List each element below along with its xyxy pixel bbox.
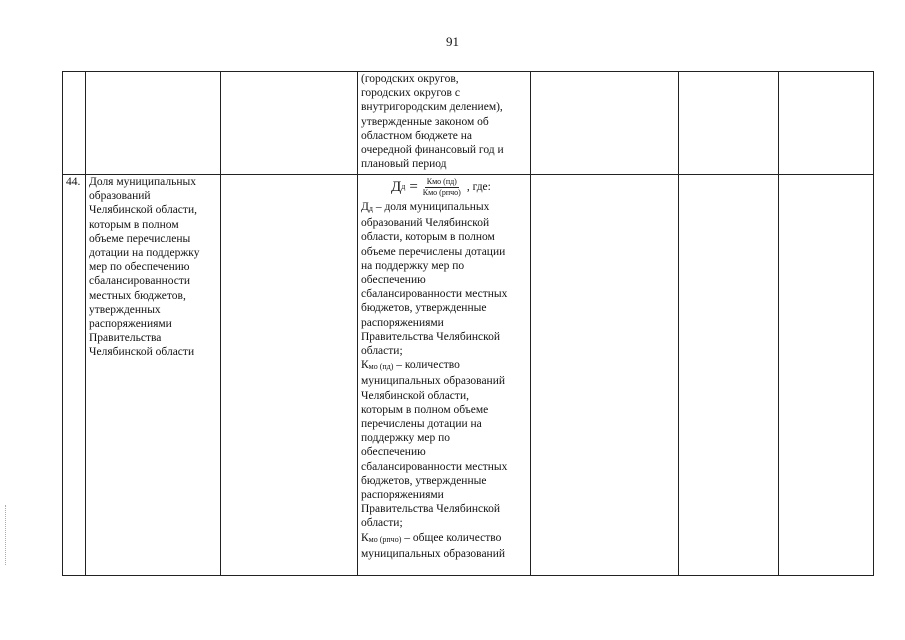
text-line: городских округов с <box>361 87 460 100</box>
cell-col3-empty <box>221 175 358 576</box>
formula-numerator: Кмо (пд) <box>426 177 457 186</box>
text-line: сбалансированности местных <box>361 288 508 301</box>
text-line: перечислены дотации на <box>361 418 482 431</box>
cell-method-continued <box>358 72 531 175</box>
text-line: (городских округов, <box>361 73 459 85</box>
text-line: области; <box>361 517 403 530</box>
cell-col5-empty <box>531 72 679 175</box>
def-symbol: Д <box>361 201 369 213</box>
text-line: объеме перечислены дотации <box>361 245 506 258</box>
definition-line <box>361 531 527 547</box>
def-symbol: К <box>361 531 369 544</box>
text-line: распоряжениями <box>361 489 444 502</box>
text-line: дотации на поддержку <box>89 247 200 260</box>
text-line: Доля муниципальных <box>89 176 196 188</box>
text-line: обеспечению <box>361 446 426 459</box>
text-line: Челябинской области <box>89 346 195 359</box>
definition-line <box>361 358 527 374</box>
page-number: 91 <box>446 34 459 49</box>
scan-edge-mark <box>5 505 7 565</box>
cell-name-empty <box>86 72 221 175</box>
text-line: на поддержку мер по <box>361 259 465 272</box>
text-line: которым в полном объеме <box>361 403 489 416</box>
text-line: области, которым в полном <box>361 231 495 244</box>
text-line: Челябинской области, <box>89 204 197 217</box>
formula-suffix: , где: <box>466 181 491 194</box>
text-line: обеспечению <box>361 274 426 287</box>
text-line: плановый период <box>361 158 447 171</box>
table-row-44 <box>63 175 874 576</box>
text-line: Челябинской области, <box>361 389 469 402</box>
text-line: поддержку мер по <box>361 432 451 445</box>
text-line: бюджетов, утвержденные <box>361 302 487 315</box>
def-symbol: К <box>361 359 369 372</box>
indicators-table <box>62 71 874 576</box>
text-line: мер по обеспечению <box>89 261 190 274</box>
text-line: утвержденные законом об <box>361 115 489 128</box>
formula-equals: = <box>409 179 418 196</box>
text-line: области; <box>361 345 403 358</box>
def-symbol-sub: д <box>368 204 373 213</box>
cell-row-number: 44. <box>63 175 86 576</box>
formula <box>391 177 527 198</box>
cell-col7-empty <box>779 175 874 576</box>
text-line: бюджетов, утвержденные <box>361 474 487 487</box>
definition-line <box>361 200 527 216</box>
def-symbol-sub: мо (пд) <box>368 362 394 372</box>
text-line: Правительства Челябинской <box>361 330 501 343</box>
text-line: образований Челябинской <box>361 217 490 230</box>
text-line: которым в полном <box>89 218 179 231</box>
text-line: объеме перечислены <box>89 232 191 245</box>
cell-indicator-name <box>86 175 221 576</box>
text-line: образований <box>89 190 151 203</box>
text-line: – количество <box>393 359 460 372</box>
formula-lhs-sub: д <box>401 182 406 192</box>
text-line: очередной финансовый год и <box>361 144 504 157</box>
formula-lhs: Д <box>391 179 402 196</box>
formula-denominator: Кмо (рпчо) <box>422 188 461 197</box>
text-line: областном бюджете на <box>361 129 472 142</box>
text-line: муниципальных образований <box>361 547 506 560</box>
cell-col3-empty <box>221 72 358 175</box>
def-symbol-sub: мо (рпчо) <box>368 534 402 544</box>
text-line: сбалансированности <box>89 275 191 288</box>
cell-col6-empty <box>679 175 779 576</box>
text-line: – доля муниципальных <box>372 201 490 213</box>
text-line: сбалансированности местных <box>361 460 508 473</box>
formula-fraction <box>421 177 463 198</box>
cell-calculation-method <box>358 175 531 576</box>
cell-col5-empty <box>531 175 679 576</box>
text-line: распоряжениями <box>89 318 172 331</box>
text-line: местных бюджетов, <box>89 289 186 302</box>
table-row-continued <box>63 72 874 175</box>
text-line: – общее количество <box>401 531 502 544</box>
text-line: утвержденных <box>89 303 161 316</box>
cell-number-empty <box>63 72 86 175</box>
text-line: внутригородским делением), <box>361 101 503 114</box>
text-line: Правительства <box>89 332 162 345</box>
cell-col6-empty <box>679 72 779 175</box>
text-line: муниципальных образований <box>361 375 506 388</box>
text-line: Правительства Челябинской <box>361 503 501 516</box>
cell-col7-empty <box>779 72 874 175</box>
text-line: распоряжениями <box>361 316 444 329</box>
